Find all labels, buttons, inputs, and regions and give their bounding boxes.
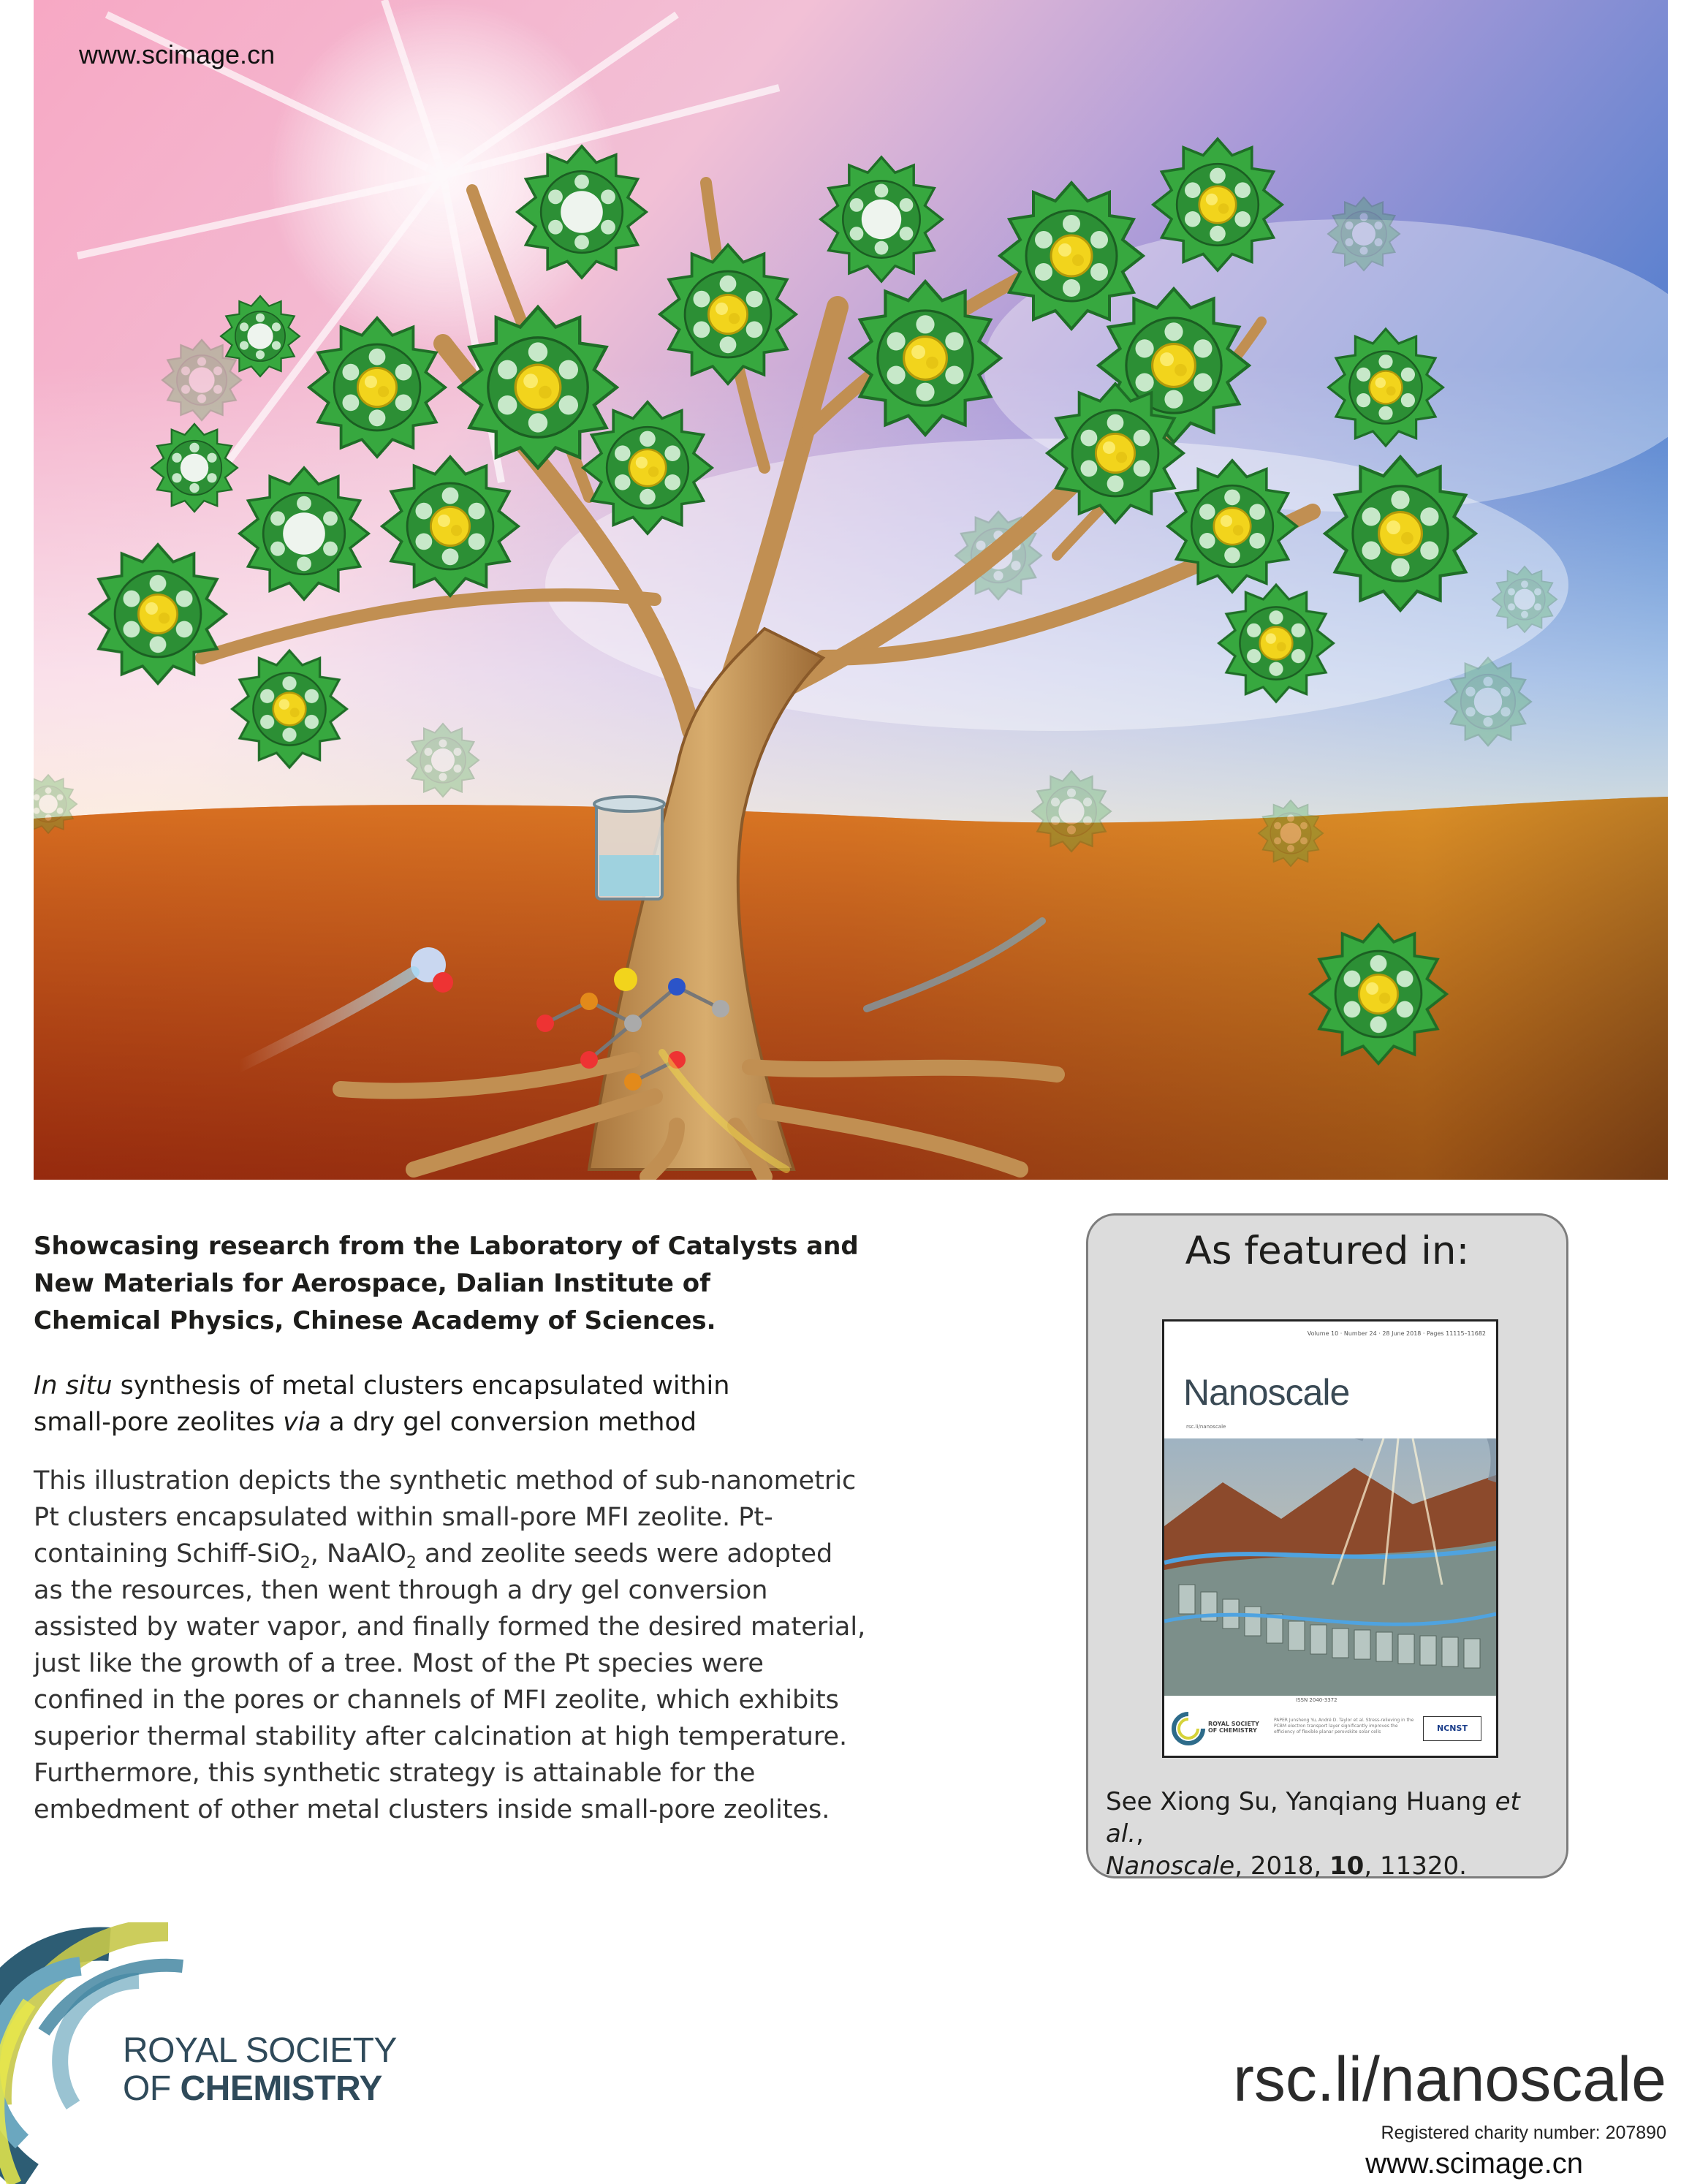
- charity-number: Registered charity number: 207890: [1381, 2123, 1666, 2143]
- watermark-top: www.scimage.cn: [79, 39, 276, 69]
- description-part-3: and zeolite seeds were adopted as the resources, then went through a dry gel conversion assisted by water vapor, and finally formed the desired material, just like the growth of a tree. Most of the Pt species were confined in the pores or channels of MFI zeolite, which exhibits superior thermal stability after calcination at high temperature. Furthermore, this synthetic strategy is attainable for the embedment of other metal clusters inside small-pore zeolites.: [34, 1539, 866, 1824]
- cite-volume: 10: [1329, 1851, 1365, 1881]
- cite-journal: Nanoscale: [1106, 1851, 1235, 1881]
- rsc-line-2: OF CHEMISTRY: [123, 2069, 382, 2108]
- cover-paper-info: PAPER Junsheng Yu, André D. Taylor et al. Stress-relieving in the PCBM electron transport layer significantly improves the efficiency of flexible planar perovskite solar cells: [1274, 1718, 1414, 1734]
- rsc-wordmark: [123, 2032, 397, 2108]
- zeolite-tree-illustration: [34, 0, 1668, 1180]
- title-part-3: a dry gel conversion method: [321, 1408, 697, 1437]
- cover-footer: [1164, 1696, 1496, 1756]
- description-part-1: This illustration depicts the synthetic method of sub-nanometric Pt clusters encapsulated within small-pore MFI zeolite. Pt-containing Schiff-SiO: [34, 1466, 857, 1569]
- rsc-line-1: ROYAL SOCIETY: [123, 2031, 397, 2070]
- showcase-statement: [34, 1228, 867, 1340]
- featured-in-box: [1086, 1213, 1568, 1881]
- featured-heading: As featured in:: [1185, 1229, 1470, 1273]
- watermark-bottom: www.scimage.cn: [1365, 2147, 1583, 2180]
- journal-cover-thumbnail[interactable]: [1162, 1319, 1498, 1758]
- cover-illustration: [34, 0, 1668, 1180]
- cover-issue-meta: Volume 10 · Number 24 · 28 June 2018 · Pages 11115–11682: [1307, 1330, 1486, 1337]
- sio2-subscript: 2: [300, 1554, 311, 1572]
- cite-et-al: et al.: [1106, 1787, 1520, 1849]
- cover-rsc-logo-icon: [1172, 1712, 1205, 1745]
- title-in-situ: In situ: [34, 1371, 113, 1400]
- journal-url[interactable]: rsc.li/nanoscale: [1233, 2044, 1666, 2115]
- article-title: [34, 1368, 867, 1441]
- cover-issn: ISSN 2040-3372: [1296, 1697, 1337, 1703]
- cite-page: , 11320.: [1364, 1851, 1467, 1881]
- showcase-line-1: Showcasing research from the Laboratory of Catalysts and: [34, 1232, 859, 1261]
- showcase-line-3: Chemical Physics, Chinese Academy of Sciences.: [34, 1306, 716, 1335]
- illustration-description: [34, 1463, 867, 1828]
- cite-year: , 2018,: [1234, 1851, 1329, 1881]
- title-part-1: synthesis of metal clusters encapsulated within: [112, 1371, 730, 1400]
- description-part-2: , NaAlO: [310, 1539, 406, 1569]
- cite-authors: See Xiong Su, Yanqiang Huang: [1106, 1787, 1495, 1816]
- cover-artwork: [1164, 1438, 1496, 1696]
- title-via: via: [283, 1408, 322, 1437]
- cover-ncnst-logo: NCNST: [1423, 1716, 1481, 1741]
- cover-journal-title: Nanoscale: [1183, 1372, 1350, 1413]
- beaker: [594, 797, 664, 899]
- title-part-2: small-pore zeolites: [34, 1408, 284, 1437]
- article-summary: [34, 1228, 867, 1828]
- cover-subtitle: rsc.li/nanoscale: [1186, 1424, 1226, 1430]
- cover-rsc-name: ROYAL SOCIETY OF CHEMISTRY: [1208, 1721, 1259, 1734]
- naalo2-subscript: 2: [406, 1554, 417, 1572]
- showcase-line-2: New Materials for Aerospace, Dalian Institute of: [34, 1269, 710, 1298]
- featured-citation: See Xiong Su, Yanqiang Huang et al., Nanoscale, 2018, 10, 11320.: [1106, 1787, 1520, 1881]
